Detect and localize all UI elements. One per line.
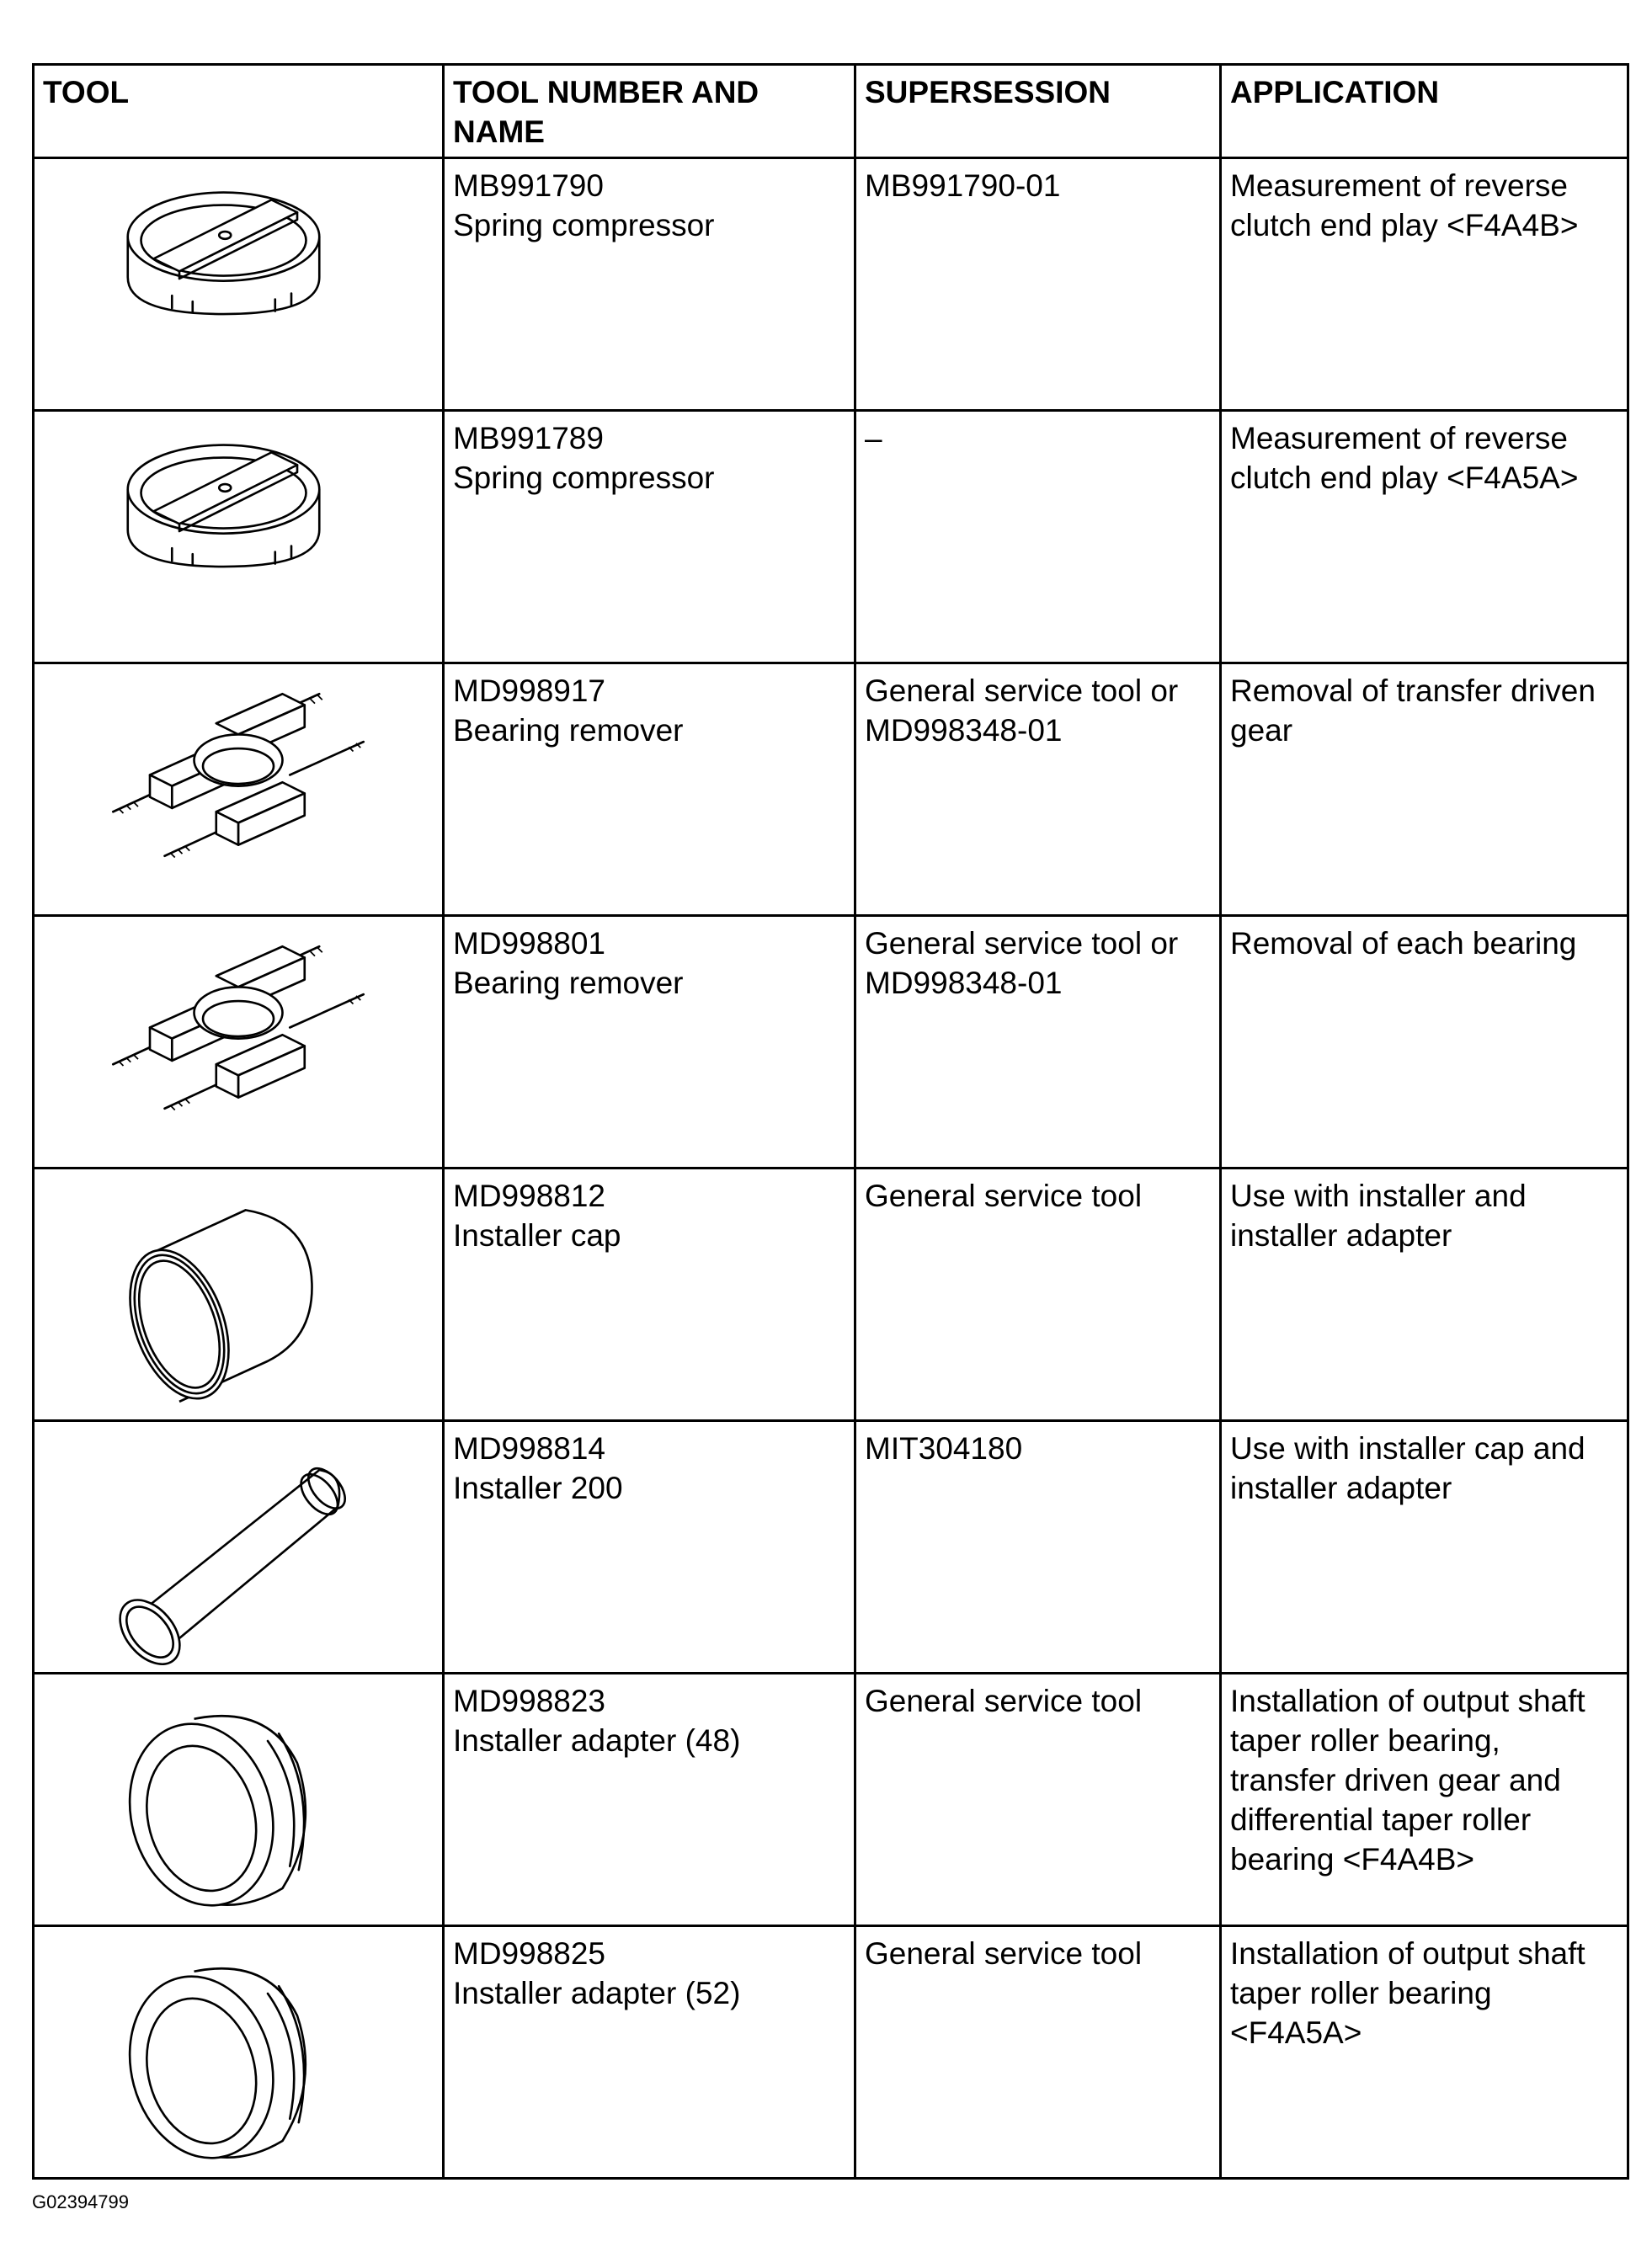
supersession-line: – — [865, 421, 882, 455]
application-cell — [1221, 411, 1628, 663]
tool-number-name-cell — [444, 158, 855, 411]
application-line: clutch end play <F4A5A> — [1230, 461, 1579, 495]
special-tools-table — [32, 63, 1629, 2180]
tool-number-name-cell — [444, 916, 855, 1169]
supersession-cell — [855, 916, 1221, 1169]
installer-adapter-icon — [78, 1935, 398, 2170]
application-cell — [1221, 663, 1628, 916]
tool-number-name-cell — [444, 1674, 855, 1926]
tool-image-cell — [34, 1926, 444, 2179]
supersession-cell — [855, 411, 1221, 663]
tool-name: Bearing remover — [453, 713, 684, 748]
application-line: installer adapter — [1230, 1218, 1452, 1253]
table-row — [34, 1421, 1628, 1674]
tool-image-cell — [34, 411, 444, 663]
bearing-remover-icon — [78, 672, 398, 908]
supersession-line: General service tool or — [865, 673, 1179, 708]
table-header-row — [34, 65, 1628, 158]
table-row — [34, 1674, 1628, 1926]
tool-name: Installer cap — [453, 1218, 621, 1253]
table-row — [34, 1169, 1628, 1421]
tool-number-name-cell — [444, 663, 855, 916]
supersession-line: MD998348-01 — [865, 966, 1063, 1000]
tool-number: MD998812 — [453, 1179, 606, 1213]
application-line: gear — [1230, 713, 1293, 748]
tool-number: MD998801 — [453, 926, 606, 961]
application-cell — [1221, 158, 1628, 411]
application-line: differential taper roller — [1230, 1802, 1532, 1837]
tool-image-cell — [34, 916, 444, 1169]
tool-name: Installer 200 — [453, 1471, 623, 1505]
application-line: taper roller bearing — [1230, 1976, 1492, 2010]
table-row — [34, 663, 1628, 916]
application-line: <F4A5A> — [1230, 2015, 1362, 2050]
tool-number: MB991790 — [453, 168, 604, 203]
supersession-line: MD998348-01 — [865, 713, 1063, 748]
table-row — [34, 158, 1628, 411]
supersession-cell — [855, 1169, 1221, 1421]
tool-name: Bearing remover — [453, 966, 684, 1000]
tool-number: MD998917 — [453, 673, 606, 708]
bearing-remover-icon — [78, 924, 398, 1160]
application-line: Measurement of reverse — [1230, 421, 1569, 455]
table-row — [34, 1926, 1628, 2179]
tool-number-name-cell — [444, 1421, 855, 1674]
installer-adapter-icon — [78, 1682, 398, 1918]
application-line: Installation of output shaft — [1230, 1936, 1585, 1971]
application-line: Use with installer cap and — [1230, 1431, 1585, 1466]
header-tool: TOOL — [34, 65, 444, 158]
tool-number-name-cell — [444, 411, 855, 663]
application-line: bearing <F4A4B> — [1230, 1842, 1475, 1877]
tool-image-cell — [34, 1674, 444, 1926]
application-cell — [1221, 1421, 1628, 1674]
application-line: Use with installer and — [1230, 1179, 1527, 1213]
supersession-line: General service tool — [865, 1179, 1143, 1213]
tool-name: Installer adapter (48) — [453, 1723, 741, 1758]
application-cell — [1221, 1926, 1628, 2179]
spring-compressor-icon — [78, 167, 398, 402]
installer-tube-icon — [78, 1429, 398, 1665]
tool-number-name-cell — [444, 1926, 855, 2179]
application-line: Removal of each bearing — [1230, 926, 1577, 961]
tool-number: MB991789 — [453, 421, 604, 455]
header-supersession: SUPERSESSION — [855, 65, 1221, 158]
application-cell — [1221, 1674, 1628, 1926]
figure-id: G02394799 — [32, 2191, 129, 2212]
spring-compressor-icon — [78, 419, 398, 655]
supersession-line: General service tool — [865, 1936, 1143, 1971]
header-number-name: TOOL NUMBER AND NAME — [444, 65, 855, 158]
application-line: Installation of output shaft — [1230, 1684, 1585, 1718]
tool-name: Spring compressor — [453, 208, 715, 242]
tool-image-cell — [34, 1169, 444, 1421]
tool-image-cell — [34, 663, 444, 916]
table-row — [34, 916, 1628, 1169]
tool-name: Spring compressor — [453, 461, 715, 495]
supersession-cell — [855, 1926, 1221, 2179]
application-cell — [1221, 1169, 1628, 1421]
installer-cap-icon — [78, 1177, 398, 1413]
tool-name: Installer adapter (52) — [453, 1976, 741, 2010]
supersession-line: MB991790-01 — [865, 168, 1061, 203]
tool-image-cell — [34, 1421, 444, 1674]
application-line: installer adapter — [1230, 1471, 1452, 1505]
tool-number-name-cell — [444, 1169, 855, 1421]
tool-number: MD998825 — [453, 1936, 606, 1971]
table-row — [34, 411, 1628, 663]
supersession-cell — [855, 663, 1221, 916]
application-line: transfer driven gear and — [1230, 1763, 1561, 1797]
application-line: clutch end play <F4A4B> — [1230, 208, 1579, 242]
header-application: APPLICATION — [1221, 65, 1628, 158]
tool-number: MD998823 — [453, 1684, 606, 1718]
application-cell — [1221, 916, 1628, 1169]
supersession-line: General service tool or — [865, 926, 1179, 961]
supersession-cell — [855, 1421, 1221, 1674]
tool-number: MD998814 — [453, 1431, 606, 1466]
supersession-cell — [855, 1674, 1221, 1926]
application-line: Measurement of reverse — [1230, 168, 1569, 203]
supersession-line: MIT304180 — [865, 1431, 1023, 1466]
supersession-cell — [855, 158, 1221, 411]
supersession-line: General service tool — [865, 1684, 1143, 1718]
application-line: Removal of transfer driven — [1230, 673, 1596, 708]
application-line: taper roller bearing, — [1230, 1723, 1500, 1758]
tool-image-cell — [34, 158, 444, 411]
